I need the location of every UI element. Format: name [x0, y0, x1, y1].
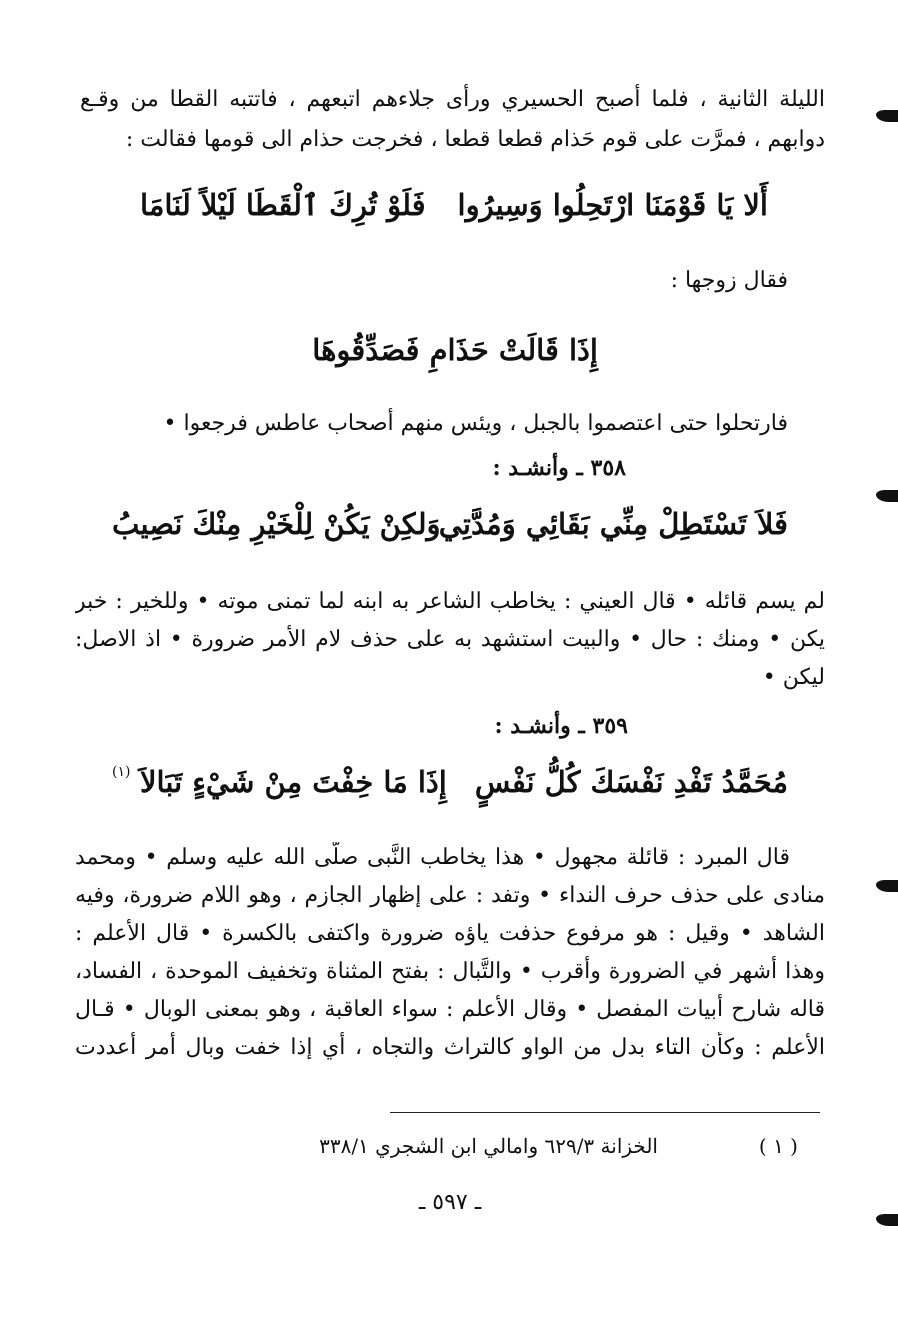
- footnote-text: الخزانة ٦٢٩/٣ وامالي ابن الشجري ٣٣٨/١: [319, 1134, 658, 1158]
- para1-line2: دوابهم ، فمرَّت على قوم حَذام قطعا قطعا ، فخرجت حذام الى قومها فقالت :: [125, 127, 825, 152]
- para4-line5: قاله شارح أبيات المفصل • وقال الأعلم : سواء العاقبة ، وهو بمعنى الوبال • قـال: [75, 997, 825, 1022]
- footnote-number: ( ١ ): [758, 1134, 798, 1158]
- verse359-right-hemistich: مُحَمَّدُ تَفْدِ نَفْسَكَ كُلُّ نَفْسٍ: [474, 765, 788, 799]
- para4-line2: منادى على حذف حرف النداء • وتفد : على إظهار الجازم ، وهو اللام ضرورة، وفيه: [75, 883, 825, 908]
- para3-line3: ليكن •: [762, 665, 825, 690]
- para4-line1: قال المبرد : قائلة مجهول • هذا يخاطب النَّبى صلَّى الله عليه وسلم • ومحمد: [75, 845, 790, 870]
- verse2: إِذَا قَالَتْ حَذَامِ فَصَدِّقُوهَا: [312, 333, 598, 367]
- para2-line: فارتحلوا حتى اعتصموا بالجبل ، ويئس منهم أصحاب عاطس فرجعوا •: [163, 411, 788, 436]
- para3-line2: يكن • ومنك : حال • والبيت استشهد به على حذف لام الأمر ضرورة • اذ الاصل:: [75, 627, 825, 652]
- husband-said-line: فقال زوجها :: [670, 268, 788, 293]
- verse358-left-hemistich: وَلكِنْ يَكُنْ لِلْخَيْرِ مِنْكَ نَصِيبُ: [112, 507, 441, 541]
- edge-mark-3: [876, 880, 898, 892]
- edge-mark-4: [876, 1214, 898, 1226]
- para3-line1: لم يسم قائله • قال العيني : يخاطب الشاعر به ابنه لما تمنى موته • وللخير : خبر: [75, 589, 825, 614]
- page-number: ـ ٥٩٧ ـ: [418, 1190, 482, 1215]
- verse1-right-hemistich: أَلا يَا قَوْمَنَا ارْتَحِلُوا وَسِيرُوا: [457, 188, 768, 222]
- footnote-reference: (١): [112, 764, 131, 780]
- heading-359: ٣٥٩ ـ وأنشـد :: [494, 713, 628, 739]
- footnote-separator: [390, 1112, 820, 1113]
- para4-line4: وهذا أشهر في الضرورة وأقرب • والتَّبال : بفتح المثناة وتخفيف الموحدة ، الفساد،: [75, 959, 825, 984]
- para1-line1: الليلة الثانية ، فلما أصبح الحسيري ورأى جلاءهم اتبعهم ، فاتتبه القطا من وقـع: [80, 87, 825, 112]
- edge-mark-2: [876, 490, 898, 502]
- verse1-left-hemistich: فَلَوْ تُرِكَ ٱلْقَطَا لَيْلاً لَنَامَا: [140, 188, 426, 222]
- para4-line6: الأعلم : وكأن التاء بدل من الواو كالتراث والتجاه ، أي إذا خفت وبال أمر أعددت: [75, 1035, 825, 1060]
- para4-line3: الشاهد • وقيل : هو مرفوع حذفت ياؤه ضرورة واكتفى بالكسرة • قال الأعلم :: [75, 921, 825, 946]
- verse358-right-hemistich: فَلاَ تَسْتَطِلْ مِنِّي بَقَائِي وَمُدَّتِي: [438, 507, 788, 541]
- edge-mark-1: [876, 110, 898, 122]
- verse359-left-hemistich: إِذَا مَا خِفْتَ مِنْ شَيْءٍ تَبَالاَ: [140, 765, 447, 799]
- heading-358: ٣٥٨ ـ وأنشـد :: [492, 455, 626, 481]
